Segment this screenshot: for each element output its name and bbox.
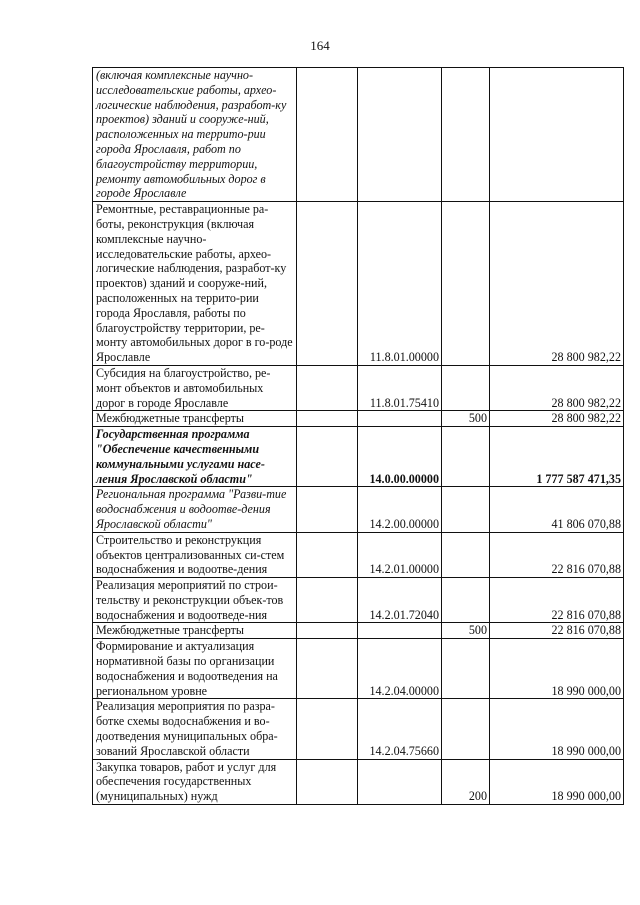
row-expense-type bbox=[442, 365, 490, 410]
row-code: 14.2.04.00000 bbox=[358, 639, 442, 699]
row-code bbox=[358, 759, 442, 804]
row-expense-type bbox=[442, 532, 490, 577]
empty-cell bbox=[297, 487, 358, 532]
page-number: 164 bbox=[310, 38, 330, 53]
row-sum: 28 800 982,22 bbox=[490, 411, 624, 427]
budget-table-body bbox=[93, 68, 624, 805]
row-code: 11.8.01.00000 bbox=[358, 202, 442, 366]
row-name: Реализация мероприятий по строи-тельству и реконструкции объек-тов водоснабжения и водоотведе-ния bbox=[93, 578, 297, 623]
table-row bbox=[93, 411, 624, 427]
row-code: 14.2.01.00000 bbox=[358, 532, 442, 577]
table-row bbox=[93, 202, 624, 366]
row-sum: 22 816 070,88 bbox=[490, 623, 624, 639]
row-expense-type bbox=[442, 699, 490, 759]
empty-cell bbox=[297, 699, 358, 759]
empty-cell bbox=[297, 623, 358, 639]
table-row bbox=[93, 365, 624, 410]
row-code: 14.2.04.75660 bbox=[358, 699, 442, 759]
row-code: 14.2.00.00000 bbox=[358, 487, 442, 532]
row-name: Реализация мероприятия по разра-ботке схемы водоснабжения и во-доотведения муниципальных обра-зований Ярославской области bbox=[93, 699, 297, 759]
row-sum bbox=[490, 68, 624, 202]
row-expense-type: 200 bbox=[442, 759, 490, 804]
row-code: 11.8.01.75410 bbox=[358, 365, 442, 410]
table-row bbox=[93, 759, 624, 804]
row-expense-type bbox=[442, 427, 490, 487]
empty-cell bbox=[297, 759, 358, 804]
row-name: Формирование и актуализация нормативной базы по организации водоснабжения и водоотведения на региональном уровне bbox=[93, 639, 297, 699]
row-sum: 41 806 070,88 bbox=[490, 487, 624, 532]
row-code: 14.2.01.72040 bbox=[358, 578, 442, 623]
empty-cell bbox=[297, 639, 358, 699]
table-row bbox=[93, 427, 624, 487]
table-row bbox=[93, 532, 624, 577]
row-name: Региональная программа "Разви-тие водоснабжения и водоотве-дения Ярославской области" bbox=[93, 487, 297, 532]
row-expense-type bbox=[442, 68, 490, 202]
row-name: Строительство и реконструкция объектов централизованных си-стем водоснабжения и водоотве-дения bbox=[93, 532, 297, 577]
row-expense-type bbox=[442, 639, 490, 699]
row-code: 14.0.00.00000 bbox=[358, 427, 442, 487]
row-name: Государственная программа "Обеспечение качественными коммунальными услугами насе-ления Ярославской области" bbox=[93, 427, 297, 487]
table-row bbox=[93, 623, 624, 639]
budget-table bbox=[92, 67, 624, 805]
empty-cell bbox=[297, 202, 358, 366]
row-code bbox=[358, 68, 442, 202]
row-sum: 22 816 070,88 bbox=[490, 578, 624, 623]
table-row bbox=[93, 487, 624, 532]
row-name: (включая комплексные научно-исследовательские работы, архео-логические наблюдения, разработ-ку проектов) зданий и сооруже-ний, расположенных на террито-рии города Ярославля, работ по благоустройству территории, ремонту автомобильных дорог в городе Ярославле bbox=[93, 68, 297, 202]
empty-cell bbox=[297, 532, 358, 577]
table-row bbox=[93, 68, 624, 202]
row-sum: 18 990 000,00 bbox=[490, 639, 624, 699]
row-name: Межбюджетные трансферты bbox=[93, 623, 297, 639]
table-row bbox=[93, 578, 624, 623]
table-row bbox=[93, 699, 624, 759]
empty-cell bbox=[297, 427, 358, 487]
row-sum: 18 990 000,00 bbox=[490, 759, 624, 804]
row-expense-type bbox=[442, 202, 490, 366]
row-sum: 28 800 982,22 bbox=[490, 365, 624, 410]
row-sum: 22 816 070,88 bbox=[490, 532, 624, 577]
row-expense-type: 500 bbox=[442, 623, 490, 639]
row-name: Межбюджетные трансферты bbox=[93, 411, 297, 427]
row-sum: 1 777 587 471,35 bbox=[490, 427, 624, 487]
row-expense-type bbox=[442, 578, 490, 623]
empty-cell bbox=[297, 68, 358, 202]
row-code bbox=[358, 411, 442, 427]
empty-cell bbox=[297, 578, 358, 623]
empty-cell bbox=[297, 411, 358, 427]
row-name: Субсидия на благоустройство, ре-монт объектов и автомобильных дорог в городе Ярославле bbox=[93, 365, 297, 410]
row-expense-type bbox=[442, 487, 490, 532]
row-name: Закупка товаров, работ и услуг для обеспечения государственных (муниципальных) нужд bbox=[93, 759, 297, 804]
row-code bbox=[358, 623, 442, 639]
row-name: Ремонтные, реставрационные ра-боты, реконструкция (включая комплексные научно-исследовательские работы, архео-логические наблюдения, разработ-ку проектов) зданий и сооруже-ний, расположенных на террито-рии города Ярославля, работы по благоустройству территории, ре-монту автомобильных дорог в го-роде Ярославле bbox=[93, 202, 297, 366]
empty-cell bbox=[297, 365, 358, 410]
row-sum: 18 990 000,00 bbox=[490, 699, 624, 759]
row-sum: 28 800 982,22 bbox=[490, 202, 624, 366]
row-expense-type: 500 bbox=[442, 411, 490, 427]
table-row bbox=[93, 639, 624, 699]
